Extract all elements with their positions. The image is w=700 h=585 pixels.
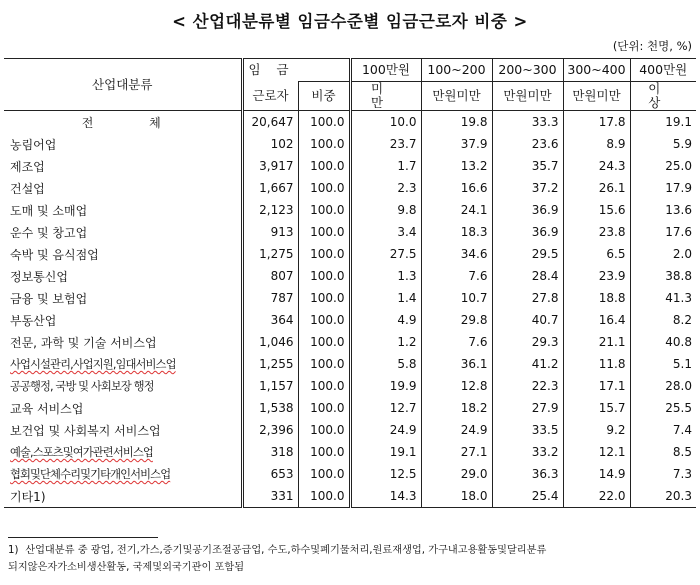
- industry-name: [4, 199, 242, 221]
- cell-ratio: 100.0: [298, 485, 350, 508]
- industry-name: [4, 221, 242, 243]
- industry-name-text: 전 체: [81, 115, 187, 130]
- cell-b1: 1.3: [350, 265, 421, 287]
- cell-b1: 2.3: [350, 177, 421, 199]
- cell-b1: 4.9: [350, 309, 421, 331]
- industry-name-text: 정보통신업: [10, 269, 68, 284]
- page-title: < 산업대분류별 임금수준별 임금근로자 비중 >: [172, 12, 528, 31]
- table-row: [4, 221, 696, 243]
- table-row: [4, 265, 696, 287]
- cell-workers: 102: [242, 133, 298, 155]
- cell-b5: 19.1: [630, 111, 696, 134]
- industry-name-text: 예술,스포츠및여가관련서비스업: [10, 446, 153, 459]
- industry-name-text: 보건업 및 사회복지 서비스업: [10, 423, 161, 438]
- cell-b3: 23.6: [492, 133, 563, 155]
- industry-name-text: 건설업: [10, 181, 45, 196]
- header-b1-line2: 미 만: [350, 82, 421, 111]
- cell-ratio: 100.0: [298, 177, 350, 199]
- cell-b3: 33.2: [492, 441, 563, 463]
- cell-workers: 364: [242, 309, 298, 331]
- cell-b1: 3.4: [350, 221, 421, 243]
- cell-b2: 18.0: [421, 485, 492, 508]
- industry-name: [4, 265, 242, 287]
- table-row: [4, 463, 696, 485]
- header-b2-line1: 100~200: [421, 59, 492, 82]
- cell-b4: 15.6: [563, 199, 630, 221]
- cell-b4: 12.1: [563, 441, 630, 463]
- cell-b3: 33.3: [492, 111, 563, 134]
- industry-name: [4, 243, 242, 265]
- header-row-1: [4, 59, 696, 82]
- table-row: [4, 441, 696, 463]
- cell-workers: 653: [242, 463, 298, 485]
- industry-name: [4, 463, 242, 485]
- cell-b3: 28.4: [492, 265, 563, 287]
- cell-b1: 5.8: [350, 353, 421, 375]
- cell-b2: 19.8: [421, 111, 492, 134]
- footnote-number: 1): [8, 545, 19, 556]
- cell-b1: 24.9: [350, 419, 421, 441]
- cell-b3: 35.7: [492, 155, 563, 177]
- cell-b3: 27.8: [492, 287, 563, 309]
- header-b5-line1: 400만원: [630, 59, 696, 82]
- cell-b2: 37.9: [421, 133, 492, 155]
- header-industry: 산업대분류: [4, 59, 242, 111]
- header-workers-line2: 근로자: [242, 82, 298, 111]
- cell-b4: 15.7: [563, 397, 630, 419]
- footnote-text-1: 산업대분류 중 광업, 전기,가스,증기및공기조절공급업, 수도,하수및폐기물처리,원료재생업, 가구내고용활동및달리분류: [25, 545, 547, 556]
- cell-b5: 13.6: [630, 199, 696, 221]
- table-body: [4, 111, 696, 508]
- industry-name-text: 제조업: [10, 159, 45, 174]
- cell-b1: 27.5: [350, 243, 421, 265]
- industry-name-text: 협회및단체수리및기타개인서비스업: [10, 468, 171, 481]
- cell-workers: 3,917: [242, 155, 298, 177]
- cell-b3: 36.9: [492, 199, 563, 221]
- cell-b5: 5.1: [630, 353, 696, 375]
- header-workers-line1: [242, 59, 350, 82]
- header-b3-line1: 200~300: [492, 59, 563, 82]
- cell-b2: 24.1: [421, 199, 492, 221]
- cell-b4: 24.3: [563, 155, 630, 177]
- cell-b1: 14.3: [350, 485, 421, 508]
- table-row: [4, 353, 696, 375]
- header-b2-line2: 만원미만: [421, 82, 492, 111]
- cell-ratio: 100.0: [298, 243, 350, 265]
- cell-b4: 14.9: [563, 463, 630, 485]
- table-row: [4, 419, 696, 441]
- cell-b4: 9.2: [563, 419, 630, 441]
- cell-b2: 7.6: [421, 265, 492, 287]
- industry-name-text: 부동산업: [10, 313, 57, 328]
- industry-name: [4, 331, 242, 353]
- cell-b4: 21.1: [563, 331, 630, 353]
- cell-b1: 9.8: [350, 199, 421, 221]
- table-row: [4, 199, 696, 221]
- industry-name-text: 공공행정, 국방 및 사회보장 행정: [10, 380, 154, 393]
- cell-b1: 12.5: [350, 463, 421, 485]
- footnote-divider: [8, 537, 158, 538]
- cell-b2: 18.2: [421, 397, 492, 419]
- cell-b1: 19.9: [350, 375, 421, 397]
- cell-b5: 8.2: [630, 309, 696, 331]
- industry-name-text: 전문, 과학 및 기술 서비스업: [10, 335, 157, 350]
- table-row: [4, 133, 696, 155]
- cell-b2: 12.8: [421, 375, 492, 397]
- cell-b1: 1.2: [350, 331, 421, 353]
- cell-ratio: 100.0: [298, 463, 350, 485]
- table-row: [4, 243, 696, 265]
- cell-b1: 1.4: [350, 287, 421, 309]
- cell-b3: 33.5: [492, 419, 563, 441]
- industry-name-text: 농림어업: [10, 137, 57, 152]
- cell-b4: 17.1: [563, 375, 630, 397]
- cell-ratio: 100.0: [298, 155, 350, 177]
- cell-b5: 17.6: [630, 221, 696, 243]
- cell-b1: 12.7: [350, 397, 421, 419]
- table-row: [4, 287, 696, 309]
- table-row: [4, 485, 696, 508]
- cell-b1: 10.0: [350, 111, 421, 134]
- cell-b3: 41.2: [492, 353, 563, 375]
- cell-b3: 22.3: [492, 375, 563, 397]
- cell-workers: 2,123: [242, 199, 298, 221]
- cell-b3: 36.9: [492, 221, 563, 243]
- industry-name-text: 도매 및 소매업: [10, 203, 88, 218]
- cell-b2: 34.6: [421, 243, 492, 265]
- industry-name: [4, 155, 242, 177]
- cell-b4: 6.5: [563, 243, 630, 265]
- cell-ratio: 100.0: [298, 111, 350, 134]
- cell-b3: 29.5: [492, 243, 563, 265]
- cell-b5: 17.9: [630, 177, 696, 199]
- cell-b2: 13.2: [421, 155, 492, 177]
- cell-b5: 20.3: [630, 485, 696, 508]
- cell-ratio: 100.0: [298, 265, 350, 287]
- cell-workers: 1,538: [242, 397, 298, 419]
- cell-b5: 5.9: [630, 133, 696, 155]
- cell-workers: 2,396: [242, 419, 298, 441]
- cell-b5: 25.0: [630, 155, 696, 177]
- table-row: [4, 397, 696, 419]
- cell-b4: 17.8: [563, 111, 630, 134]
- footnote: [8, 542, 698, 576]
- cell-workers: 331: [242, 485, 298, 508]
- header-b4-line2: 만원미만: [563, 82, 630, 111]
- cell-ratio: 100.0: [298, 309, 350, 331]
- cell-ratio: 100.0: [298, 287, 350, 309]
- cell-b1: 23.7: [350, 133, 421, 155]
- cell-b4: 18.8: [563, 287, 630, 309]
- table-row: [4, 331, 696, 353]
- footnote-text-2: 되지않은자가소비생산활동, 국제및외국기관이 포함됨: [8, 562, 245, 573]
- industry-name-text: 금융 및 보험업: [10, 291, 88, 306]
- industry-name-text: 숙박 및 음식점업: [10, 247, 99, 262]
- cell-workers: 913: [242, 221, 298, 243]
- cell-b3: 36.3: [492, 463, 563, 485]
- cell-workers: 787: [242, 287, 298, 309]
- industry-name-text: 기타1): [10, 489, 46, 504]
- header-b1-line1: 100만원: [350, 59, 421, 82]
- cell-ratio: 100.0: [298, 221, 350, 243]
- cell-b4: 23.9: [563, 265, 630, 287]
- cell-ratio: 100.0: [298, 441, 350, 463]
- cell-b4: 11.8: [563, 353, 630, 375]
- cell-b2: 27.1: [421, 441, 492, 463]
- cell-workers: 1,255: [242, 353, 298, 375]
- cell-b3: 40.7: [492, 309, 563, 331]
- cell-b5: 7.3: [630, 463, 696, 485]
- cell-b4: 23.8: [563, 221, 630, 243]
- cell-b3: 37.2: [492, 177, 563, 199]
- cell-b3: 29.3: [492, 331, 563, 353]
- industry-name: [4, 287, 242, 309]
- cell-b4: 22.0: [563, 485, 630, 508]
- industry-name: [4, 133, 242, 155]
- cell-b1: 1.7: [350, 155, 421, 177]
- industry-name: [4, 309, 242, 331]
- table-row: [4, 155, 696, 177]
- table-row: [4, 177, 696, 199]
- cell-ratio: 100.0: [298, 353, 350, 375]
- unit-label: (단위: 천명, %): [612, 39, 692, 53]
- cell-workers: 1,157: [242, 375, 298, 397]
- header-b4-line1: 300~400: [563, 59, 630, 82]
- industry-name: [4, 397, 242, 419]
- cell-b5: 38.8: [630, 265, 696, 287]
- cell-b5: 8.5: [630, 441, 696, 463]
- cell-b4: 16.4: [563, 309, 630, 331]
- footnote-line-2: [8, 559, 698, 576]
- cell-ratio: 100.0: [298, 199, 350, 221]
- cell-b5: 25.5: [630, 397, 696, 419]
- industry-name: [4, 441, 242, 463]
- industry-name: [4, 419, 242, 441]
- cell-b5: 7.4: [630, 419, 696, 441]
- cell-b5: 40.8: [630, 331, 696, 353]
- cell-ratio: 100.0: [298, 397, 350, 419]
- table-row-total: [4, 111, 696, 134]
- cell-b5: 28.0: [630, 375, 696, 397]
- header-ratio: 비중: [298, 82, 350, 111]
- cell-b2: 24.9: [421, 419, 492, 441]
- cell-ratio: 100.0: [298, 375, 350, 397]
- cell-b2: 29.8: [421, 309, 492, 331]
- cell-b5: 41.3: [630, 287, 696, 309]
- cell-ratio: 100.0: [298, 419, 350, 441]
- header-b5-line2: 이 상: [630, 82, 696, 111]
- cell-workers: 318: [242, 441, 298, 463]
- table-row: [4, 375, 696, 397]
- cell-b1: 19.1: [350, 441, 421, 463]
- cell-b2: 29.0: [421, 463, 492, 485]
- cell-b2: 10.7: [421, 287, 492, 309]
- cell-b5: 2.0: [630, 243, 696, 265]
- header-b3-line2: 만원미만: [492, 82, 563, 111]
- industry-name-text: 교육 서비스업: [10, 401, 84, 416]
- cell-b3: 25.4: [492, 485, 563, 508]
- industry-name: [4, 353, 242, 375]
- cell-b4: 26.1: [563, 177, 630, 199]
- header-workers-line1-text: 임 금: [248, 62, 295, 77]
- industry-name: [4, 375, 242, 397]
- cell-b2: 36.1: [421, 353, 492, 375]
- cell-ratio: 100.0: [298, 133, 350, 155]
- cell-b3: 27.9: [492, 397, 563, 419]
- cell-workers: 1,275: [242, 243, 298, 265]
- industry-name: [4, 111, 242, 134]
- cell-b2: 7.6: [421, 331, 492, 353]
- table-row: [4, 309, 696, 331]
- cell-workers: 807: [242, 265, 298, 287]
- industry-name: [4, 485, 242, 508]
- cell-ratio: 100.0: [298, 331, 350, 353]
- industry-name-text: 운수 및 창고업: [10, 225, 88, 240]
- cell-workers: 20,647: [242, 111, 298, 134]
- industry-name-text: 사업시설관리,사업지원,임대서비스업: [10, 358, 176, 371]
- cell-b4: 8.9: [563, 133, 630, 155]
- cell-workers: 1,046: [242, 331, 298, 353]
- wage-distribution-table: [4, 58, 696, 508]
- cell-b2: 18.3: [421, 221, 492, 243]
- cell-b2: 16.6: [421, 177, 492, 199]
- footnote-line-1: [8, 542, 698, 559]
- industry-name: [4, 177, 242, 199]
- cell-workers: 1,667: [242, 177, 298, 199]
